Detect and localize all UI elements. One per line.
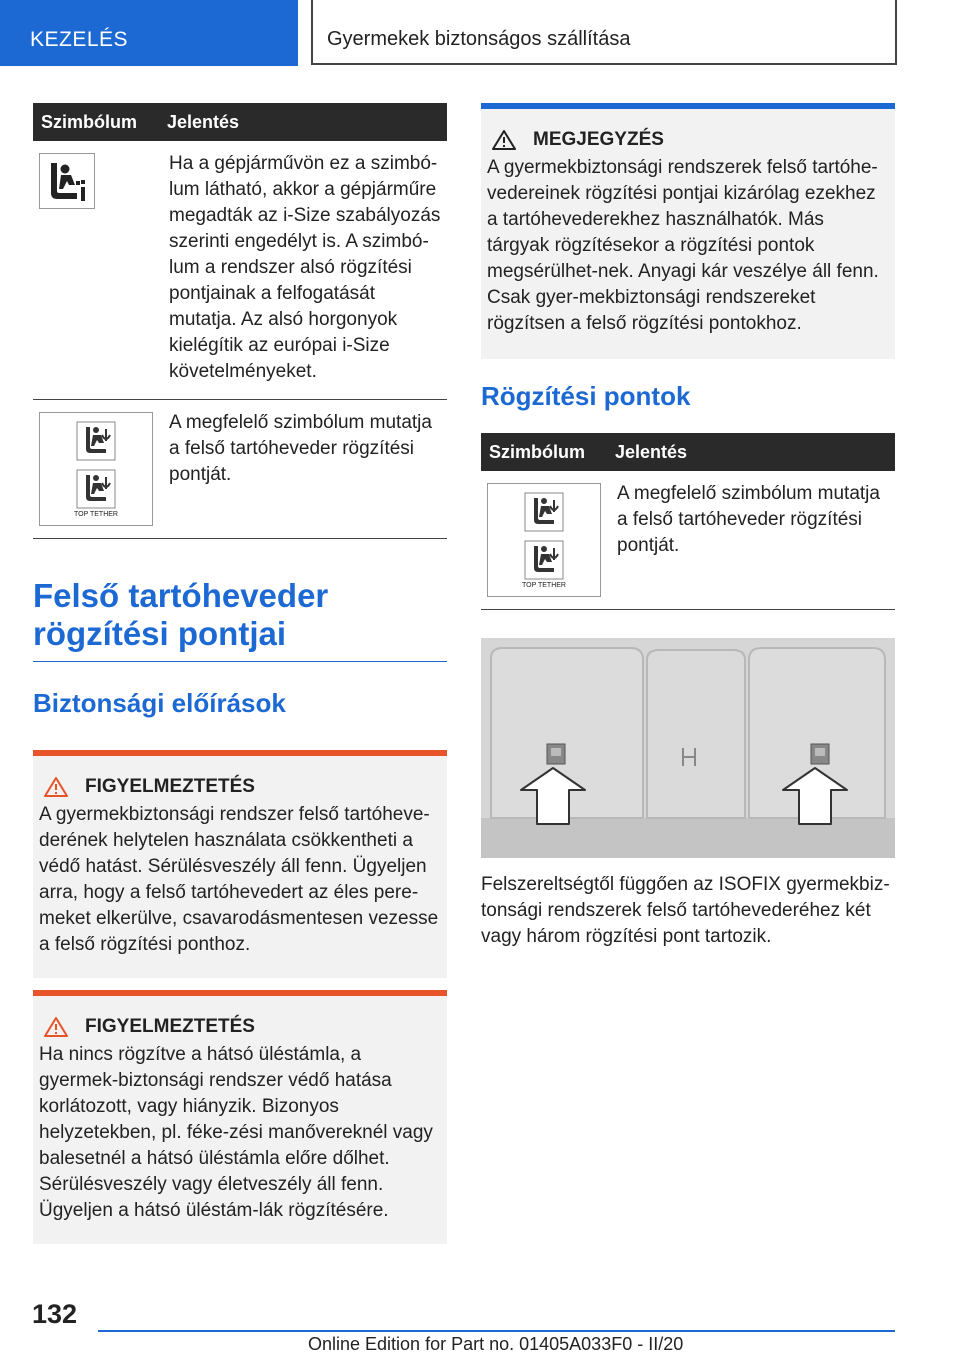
subsection-heading: Biztonsági előírások	[33, 688, 286, 718]
symbol-table	[33, 103, 447, 539]
symbol-cell	[481, 471, 609, 610]
meaning-cell: A megfelelő szimbólum mutatja a felső tartóheveder rögzítési pontját.	[161, 400, 447, 539]
top-tether-label: TOP TETHER	[74, 510, 118, 518]
warning-body: Ha nincs rögzítve a hátsó üléstámla, a gyermek-biztonsági rendszer védő hatása korlátozott, vagy hiányzik. Bizonyos helyzetekben, pl. féke-zési manővereknél vagy balesetnél a hátsó üléstámla előre dőlhet. Sérülésveszély vagy életveszély áll fenn. Ügyeljen a hátsó üléstám-lák rögzítésére.	[39, 1044, 433, 1221]
chapter-box	[311, 0, 897, 65]
warning-title-row	[39, 1016, 441, 1038]
warning-title: FIGYELMEZTETÉS	[85, 776, 255, 797]
symbol-table	[481, 433, 895, 610]
subsection-heading: Rögzítési pontok	[481, 381, 691, 411]
note-title: MEGJEGYZÉS	[533, 129, 664, 150]
chapter-title: Gyermekek biztonságos szállítása	[327, 28, 631, 50]
table-header-meaning: Jelentés	[161, 103, 447, 141]
anchor-seat-icon	[524, 540, 564, 580]
section-title: KEZELÉS	[30, 28, 129, 51]
page-header	[0, 0, 960, 66]
note-box	[481, 103, 895, 359]
table-header-symbol: Szimbólum	[481, 433, 609, 471]
warning-triangle-icon	[43, 776, 69, 798]
footer-divider	[98, 1330, 895, 1332]
meaning-cell: Ha a gépjárművön ez a szimbó-lum látható, akkor a gépjárműre megadták az i-Size szabályozás szerinti engedélyt is. A szimbó-lum a rendszer alsó rögzítési pontjainak a felfogatását mutatja. Az alsó horgonyok kielégítik az európai i-Size követelményeket.	[161, 141, 447, 400]
caution-triangle-icon	[491, 129, 517, 151]
table-header-symbol: Szimbólum	[33, 103, 161, 141]
photo-caption: Felszereltségtől függően az ISOFIX gyermekbiz-tonsági rendszerek felső tartóhevederéhez két vagy három rögzítési pont tartozik.	[481, 874, 890, 947]
top-tether-icon	[487, 483, 601, 597]
top-tether-label: TOP TETHER	[522, 581, 566, 589]
page-number: 132	[32, 1299, 78, 1329]
table-header-row	[33, 103, 447, 141]
note-body: A gyermekbiztonsági rendszerek felső tartóhe-vedereinek rögzítési pontjai kizárólag ezekhez a tartóhevederekhez használhatók. Más tárgyak rögzítésekor a rögzítési pontok megsérülhet-nek. Anyagi kár veszélye áll fenn. Csak gyer-mekbiztonsági rendszereket rögzítsen a felső rögzítési pontokhoz.	[487, 157, 879, 334]
right-column	[481, 103, 895, 950]
section-heading: Felső tartóheveder rögzítési pontjai	[33, 539, 447, 662]
table-header-meaning: Jelentés	[609, 433, 895, 471]
anchor-seat-icon	[76, 469, 116, 509]
warning-title: FIGYELMEZTETÉS	[85, 1016, 255, 1037]
warning-box	[33, 750, 447, 978]
meaning-cell: A megfelelő szimbólum mutatja a felső tartóheveder rögzítési pontját.	[609, 471, 895, 610]
table-header-row	[481, 433, 895, 471]
trunk-anchor-photo	[481, 638, 895, 858]
anchor-seat-icon	[76, 421, 116, 461]
note-title-row	[487, 129, 889, 151]
warning-triangle-icon	[43, 1016, 69, 1038]
table-row	[481, 471, 895, 610]
symbol-cell	[33, 400, 161, 539]
footer-edition: Online Edition for Part no. 01405A033F0 - II/20	[308, 1334, 684, 1354]
warning-box	[33, 990, 447, 1244]
table-row	[33, 400, 447, 539]
section-tab	[0, 0, 298, 66]
table-row	[33, 141, 447, 400]
top-tether-icon	[39, 412, 153, 526]
symbol-cell	[33, 141, 161, 400]
anchor-seat-icon	[524, 492, 564, 532]
left-column	[33, 103, 447, 1244]
warning-title-row	[39, 776, 441, 798]
isize-seat-icon	[39, 153, 95, 209]
warning-body: A gyermekbiztonsági rendszer felső tartóheve-derének helytelen használata csökkentheti a védő hatást. Sérülésveszély áll fenn. Ügyeljen arra, hogy a felső tartóhevedert az éles pere-meket elkerülve, csavarodásmentesen vezesse a felső rögzítési ponthoz.	[39, 804, 439, 955]
